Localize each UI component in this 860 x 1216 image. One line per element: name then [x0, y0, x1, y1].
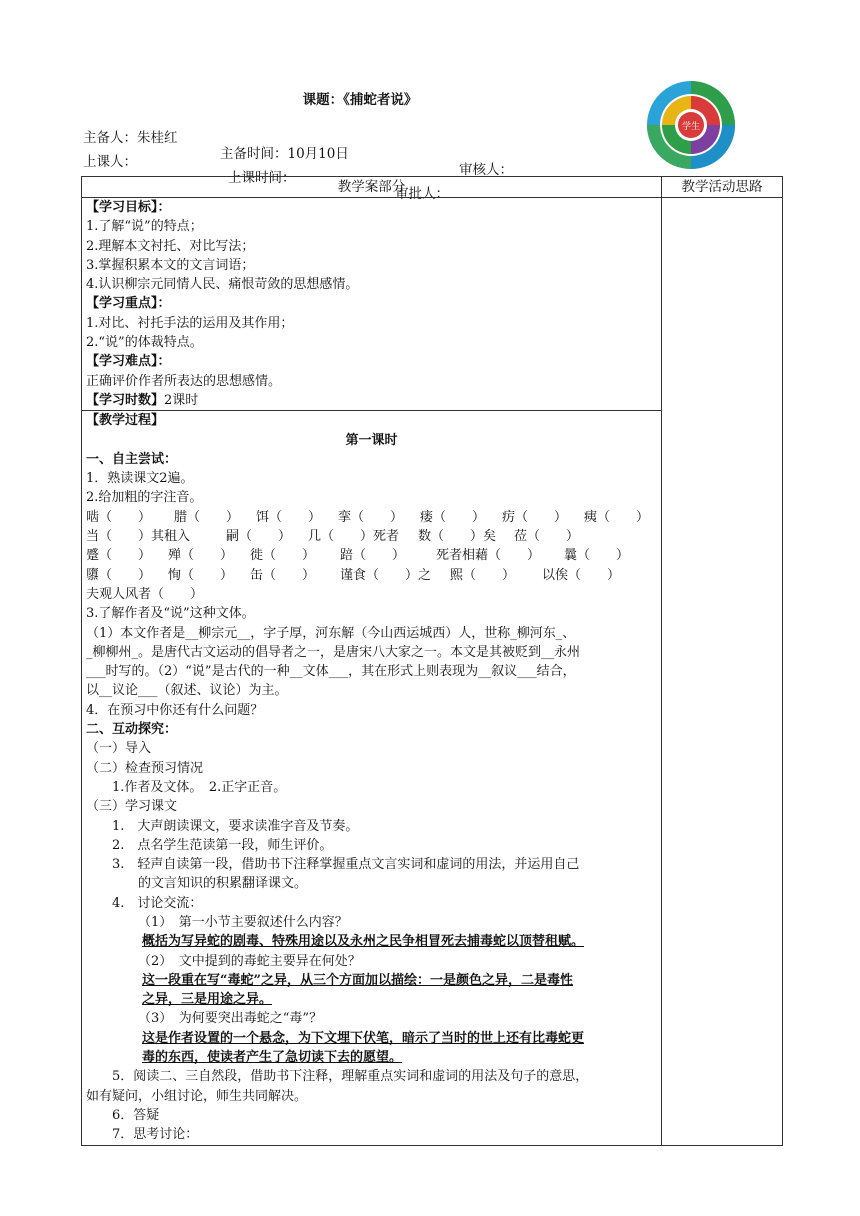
pinyin-cell: 饵（ ） — [256, 509, 322, 525]
pinyin-cell: 啮（ ） — [86, 509, 152, 525]
sub-heading: （一）导入 — [86, 741, 152, 757]
pinyin-cell: 曩（ ） — [564, 548, 630, 564]
step-line: 2. 点名学生范读第一段，师生评价。 — [112, 837, 333, 853]
task-line: 1．熟读课文2遍。 — [86, 471, 194, 487]
teacher: 上课人： — [83, 154, 137, 170]
author-line: 以__议论___（叙述、议论）为主。 — [86, 683, 288, 699]
step-line: 如有疑问，小组讨论，师生共同解决。 — [86, 1088, 308, 1104]
step-line: 5．阅读二、三自然段，借助书下注释，理解重点实词和虚词的用法及句子的意思， — [112, 1069, 589, 1085]
sub-item: 1.作者及文体。 2.正字正音。 — [112, 779, 287, 795]
pinyin-cell: 以俟（ ） — [542, 567, 621, 583]
pinyin-row: 夫观人风者（ ） — [86, 586, 204, 602]
pinyin-cell: 数（ ）矣 — [418, 529, 497, 545]
answer: 毒的东西，使读者产生了急切读下去的愿望。 — [142, 1050, 403, 1066]
hours-line — [86, 391, 657, 410]
pinyin-cell: 隳（ ） — [86, 567, 152, 583]
author-line: _柳柳州_。是唐代古文运动的倡导者之一，是唐宋八大家之一。本文是其被贬到__永州 — [86, 644, 581, 660]
col-header-activity: 教学活动思路 — [662, 177, 783, 198]
page-title: 课题：《捕蛇者说》 — [302, 92, 418, 108]
reviewer: 审核人： — [459, 162, 513, 178]
answer: 之异，三是用途之异。 — [142, 992, 273, 1008]
question: （3） 为何要突出毒蛇之“毒”？ — [138, 1011, 323, 1027]
logo-emblem-icon — [646, 80, 736, 170]
author-line: ___时写的。（2）“说”是古代的一种__文体___，其在形式上则表现为__叙议___结合， — [86, 664, 576, 680]
section-heading: 二、互动探究： — [86, 722, 178, 738]
difficulty-heading: 【学习难点】： — [86, 354, 171, 370]
pinyin-cell: 嗣（ ） — [226, 529, 292, 545]
pinyin-cell: 谨食（ ）之 — [340, 567, 432, 583]
pinyin-cell: 当（ ）其租入 — [86, 529, 191, 545]
pinyin-cell: 莅（ ） — [514, 529, 580, 545]
pinyin-cell: 挛（ ） — [338, 509, 404, 525]
pinyin-row — [86, 527, 657, 546]
answer: 这一段重在写“毒蛇”之异，从三个方面加以描绘：一是颜色之异，二是毒性 — [142, 972, 573, 988]
pinyin-cell: 几（ ）死者 — [308, 529, 400, 545]
step-line: 6．答疑 — [112, 1107, 160, 1123]
lesson-table — [81, 176, 783, 1146]
sub-heading: （二）检查预习情况 — [86, 760, 204, 776]
objective-item: 1.了解“说”的特点； — [86, 219, 203, 235]
step-line: 7．思考讨论： — [112, 1127, 199, 1143]
pinyin-row — [86, 546, 657, 565]
pinyin-cell: 蹙（ ） — [86, 548, 152, 564]
logo-center-text: 学生 — [681, 122, 701, 132]
plan-content — [82, 198, 662, 1146]
activity-column — [662, 198, 783, 1146]
task-line: 2.给加粗的字注音。 — [86, 490, 203, 506]
question: （2） 文中提到的毒蛇主要异在何处？ — [138, 953, 361, 969]
step-line: 1. 大声朗读课文，要求读准字音及节奏。 — [112, 818, 359, 834]
step-line: 3. 轻声自读第一段，借助书下注释掌握重点文言实词和虚词的用法，并运用自己 — [112, 857, 580, 873]
lesson-title: 第一课时 — [345, 432, 398, 448]
col-header-plan: 教学案部分 — [82, 177, 662, 198]
focus-item: 1.对比、衬托手法的运用及其作用； — [86, 315, 294, 331]
step-line: 4. 讨论交流： — [112, 895, 203, 911]
pinyin-cell: 缶（ ） — [250, 567, 316, 583]
pinyin-cell: 踣（ ） — [340, 548, 406, 564]
prep-time: 主备时间：10月10日 — [220, 146, 349, 162]
task-line: 3.了解作者及“说”这种文体。 — [86, 606, 255, 622]
pinyin-cell: 疠（ ） — [502, 509, 568, 525]
preparer: 主备人：朱桂红 — [83, 130, 178, 146]
hours-value: 2课时 — [164, 392, 199, 408]
focus-item: 2.“说”的体裁特点。 — [86, 335, 203, 351]
objective-item: 3.掌握积累本文的文言词语； — [86, 257, 255, 273]
pinyin-cell: 殚（ ） — [168, 548, 234, 564]
answer: 概括为写异蛇的剧毒、特殊用途以及永州之民争相冒死去捕毒蛇以顶替租赋。 — [142, 934, 585, 950]
pinyin-cell: 瘘（ ） — [420, 509, 486, 525]
class-time: 上课时间： — [228, 170, 296, 186]
step-line: 的文言知识的积累翻译课文。 — [112, 876, 308, 892]
pinyin-row — [86, 508, 657, 527]
process-heading: 【教学过程】 — [86, 413, 165, 429]
pinyin-cell: 徙（ ） — [250, 548, 316, 564]
pinyin-cell: 熙（ ） — [450, 567, 516, 583]
pinyin-cell: 痍（ ） — [584, 509, 650, 525]
pinyin-cell: 死者相藉（ ） — [436, 548, 541, 564]
pinyin-cell: 恂（ ） — [168, 567, 234, 583]
question: （1） 第一小节主要叙述什么内容？ — [138, 914, 348, 930]
objectives-heading: 【学习目标】： — [86, 200, 171, 215]
answer: 这是作者设置的一个悬念，为下文埋下伏笔，暗示了当时的世上还有比毒蛇更 — [142, 1030, 585, 1046]
approver: 审批人： — [395, 186, 449, 202]
focus-heading: 【学习重点】： — [86, 296, 171, 312]
pinyin-row — [86, 566, 657, 585]
hours-heading: 【学习时数】 — [86, 392, 165, 408]
task-line: 4．在预习中你还有什么问题？ — [86, 702, 264, 718]
pinyin-cell: 腊（ ） — [174, 509, 240, 525]
difficulty-item: 正确评价作者所表达的思想感情。 — [86, 373, 282, 389]
objective-item: 4.认识柳宗元同情人民、痛恨苛敛的思想感情。 — [86, 277, 359, 293]
author-line: （1）本文作者是__柳宗元__，字子厚，河东解（今山西运城西）人，世称_柳河东_、 — [86, 625, 576, 641]
objective-item: 2.理解本文衬托、对比写法； — [86, 238, 255, 254]
section-heading: 一、自主尝试： — [86, 451, 178, 467]
sub-heading: （三）学习课文 — [86, 799, 178, 815]
